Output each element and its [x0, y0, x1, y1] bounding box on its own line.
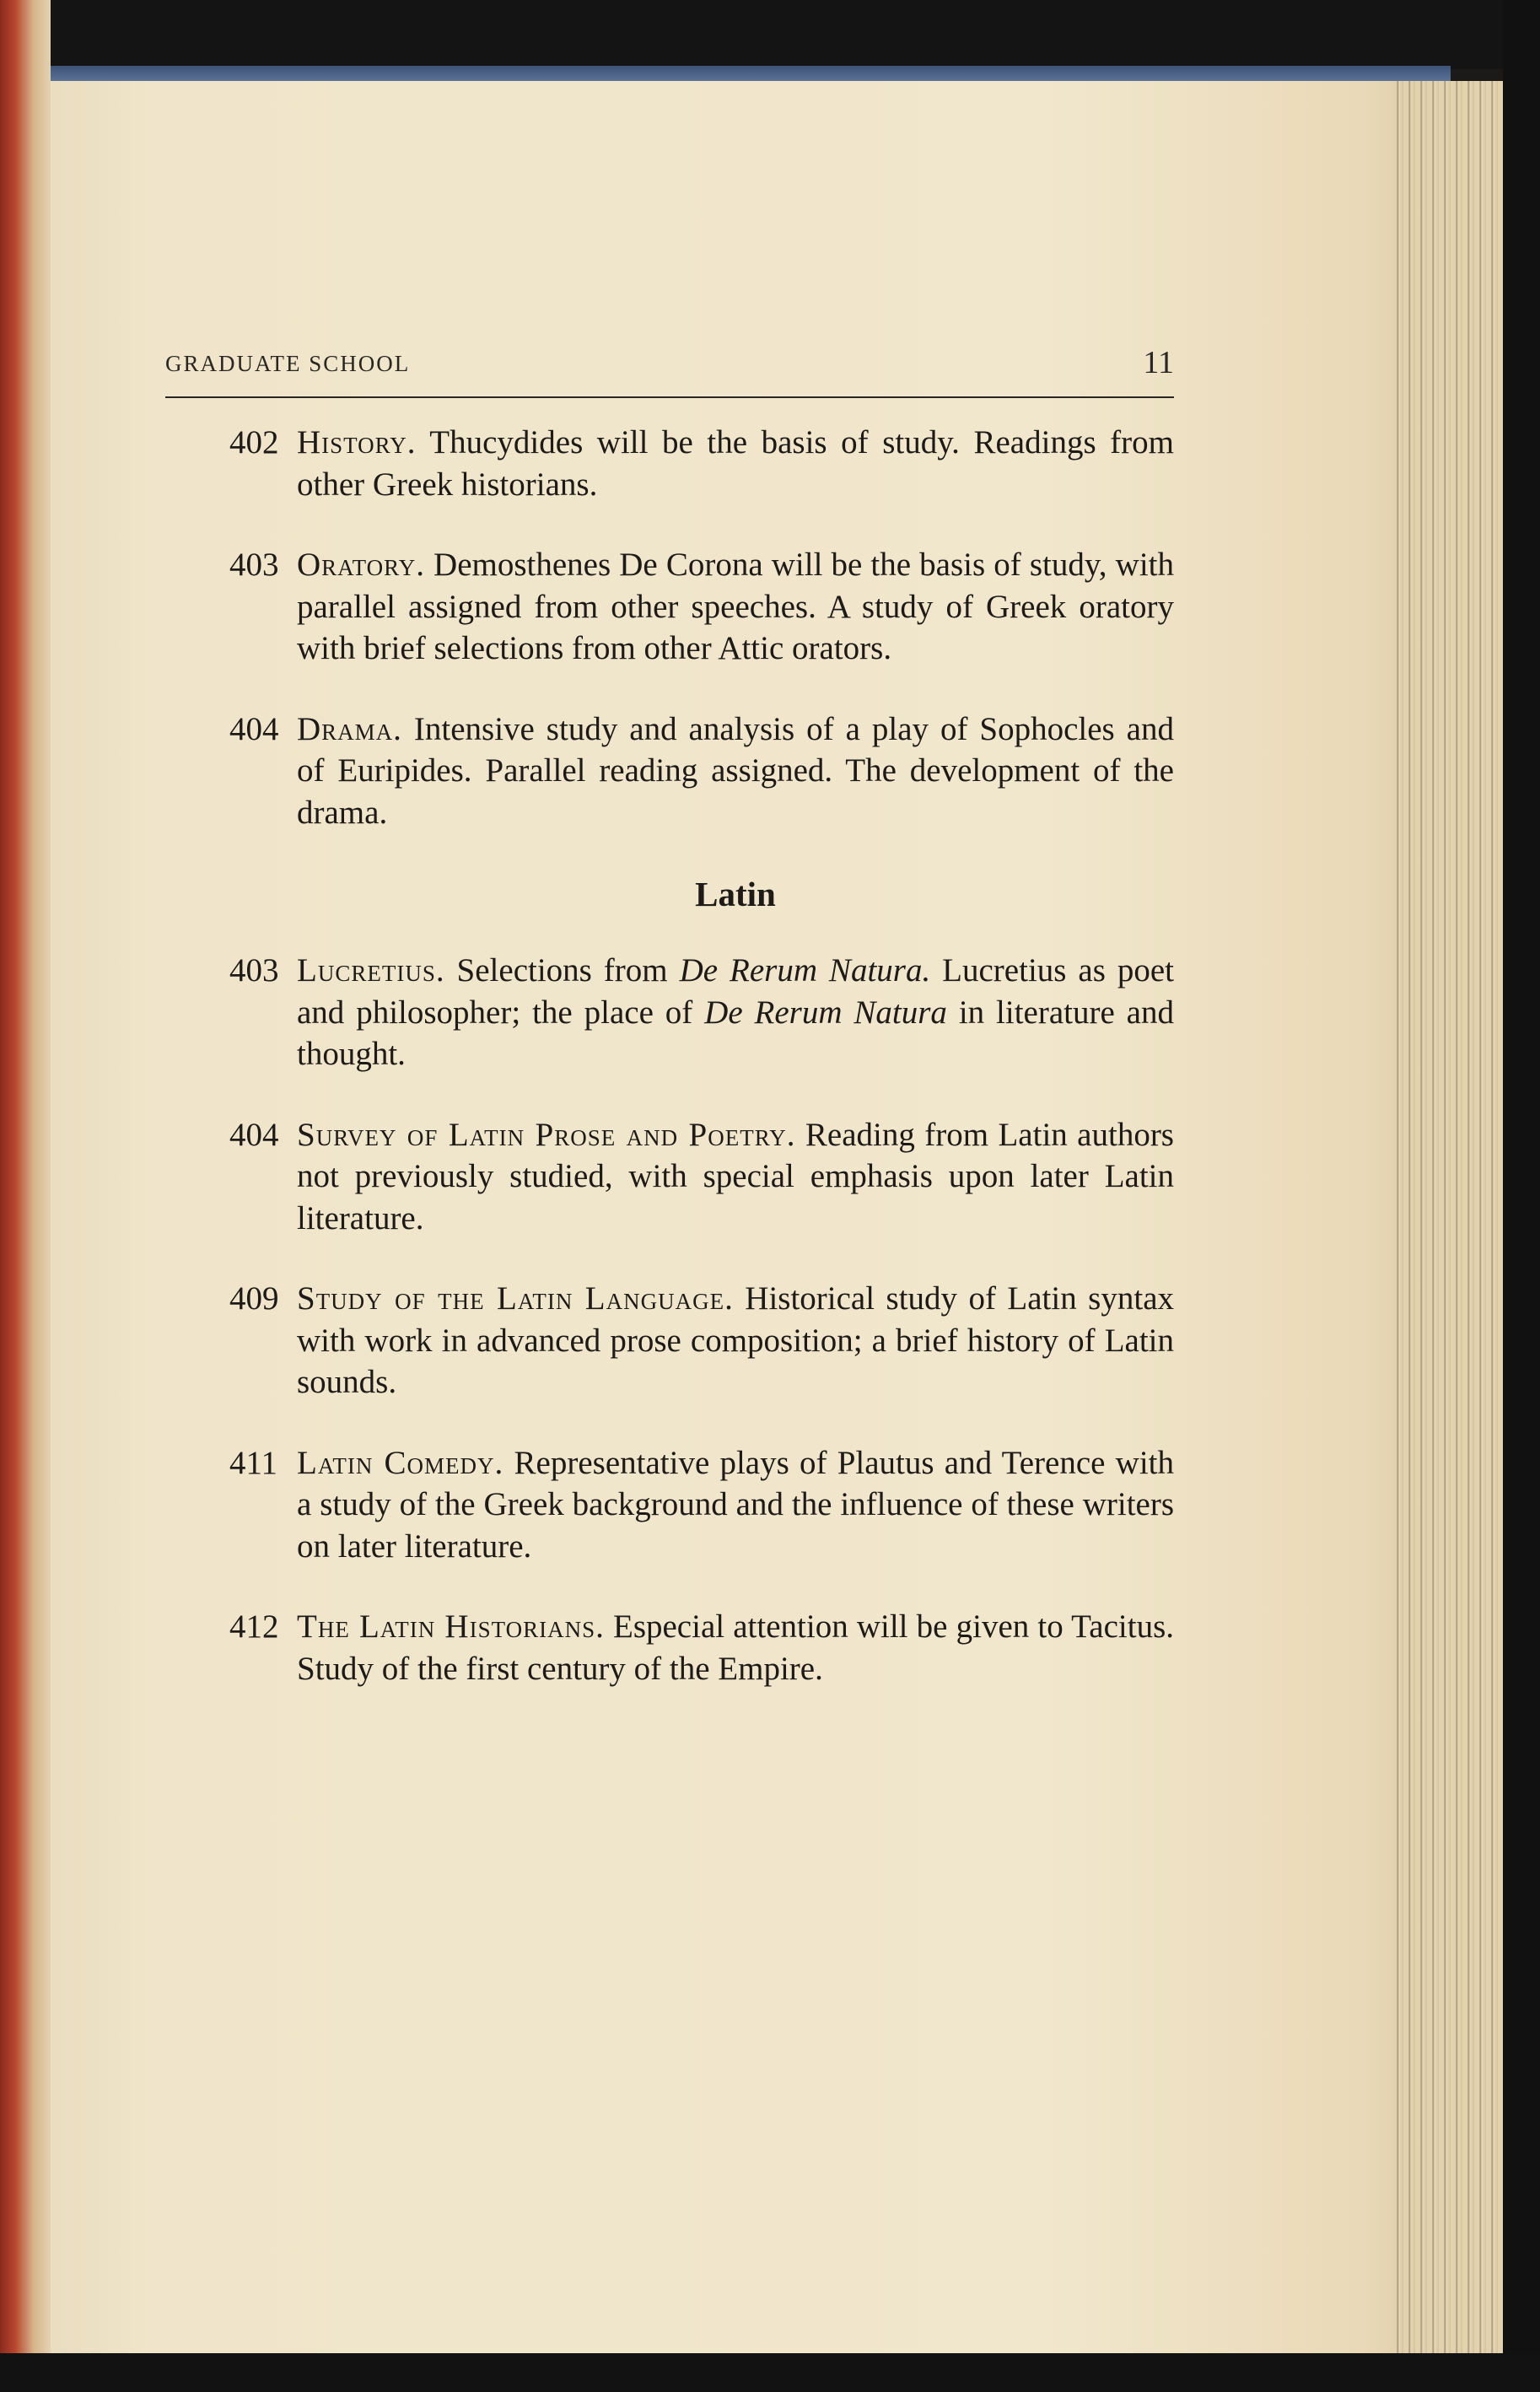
course-description: Historical study of Latin syntax with work in advanced prose composition; a brief history of Latin sounds. [297, 1280, 1175, 1401]
course-entry-latin-language [229, 1278, 1174, 1403]
course-description: Thucydides will be the basis of study. Readings from other Greek historians. [297, 424, 1174, 503]
work-title: De Rerum Natura. [679, 952, 931, 989]
course-number: 404 [229, 710, 279, 747]
course-number: 403 [229, 547, 279, 584]
scan-right-border [1503, 0, 1540, 2392]
scan-top-border [0, 0, 1540, 69]
course-listing [229, 422, 1174, 1728]
course-number: 412 [229, 1608, 279, 1646]
course-description-part: Lucretius as poet and philosopher; the place of [297, 952, 1174, 1031]
course-entry-latin-comedy [229, 1442, 1174, 1568]
course-number: 402 [229, 424, 279, 461]
course-entry-lucretius [229, 950, 1174, 1075]
course-title: Lucretius. [297, 952, 445, 989]
course-description: Especial attention will be given to Tacitus. Study of the first century of the Empire. [297, 1608, 1174, 1687]
course-title: The Latin Historians. [297, 1608, 605, 1646]
course-title: Survey of Latin Prose and Poetry. [297, 1116, 796, 1153]
course-description: Intensive study and analysis of a play of Sophocles and of Euripides. Parallel reading assigned. The development of the drama. [297, 710, 1174, 831]
course-entry-greek-oratory [229, 544, 1174, 670]
work-title: De Rerum Natura [704, 994, 947, 1031]
course-number: 404 [229, 1116, 279, 1153]
course-description-part: in literature and thought. [297, 994, 1174, 1073]
course-title: Oratory. [297, 547, 425, 584]
course-description: Reading from Latin authors not previously studied, with special emphasis upon later Latin literature. [297, 1116, 1174, 1236]
section-heading-latin: Latin [695, 875, 776, 914]
book-spine-edge [0, 0, 51, 2392]
course-description-part: Selections from [444, 952, 680, 989]
running-head: GRADUATE SCHOOL [165, 351, 411, 376]
course-title: History. [297, 424, 417, 461]
course-description: Representative plays of Plautus and Terence with a study of the Greek background and the influence of these writers on later literature. [297, 1444, 1174, 1565]
course-entry-greek-history [229, 422, 1174, 505]
course-title: Drama. [297, 710, 402, 747]
course-title: Latin Comedy. [297, 1444, 504, 1481]
course-entry-latin-historians [229, 1606, 1174, 1689]
page-edges [1392, 81, 1510, 2358]
page-header [165, 344, 1174, 398]
course-entry-greek-drama [229, 708, 1174, 834]
scan-bottom-border [0, 2353, 1540, 2392]
course-title: Study of the Latin Language. [297, 1280, 734, 1317]
course-entry-latin-survey [229, 1114, 1174, 1240]
course-number: 409 [229, 1280, 279, 1317]
page-number: 11 [1143, 345, 1174, 380]
course-number: 403 [229, 952, 279, 989]
course-number: 411 [229, 1444, 278, 1481]
course-description: Demosthenes De Corona will be the basis of study, with parallel assigned from other speeches. A study of Greek oratory with brief selections from other Attic orators. [297, 547, 1174, 667]
